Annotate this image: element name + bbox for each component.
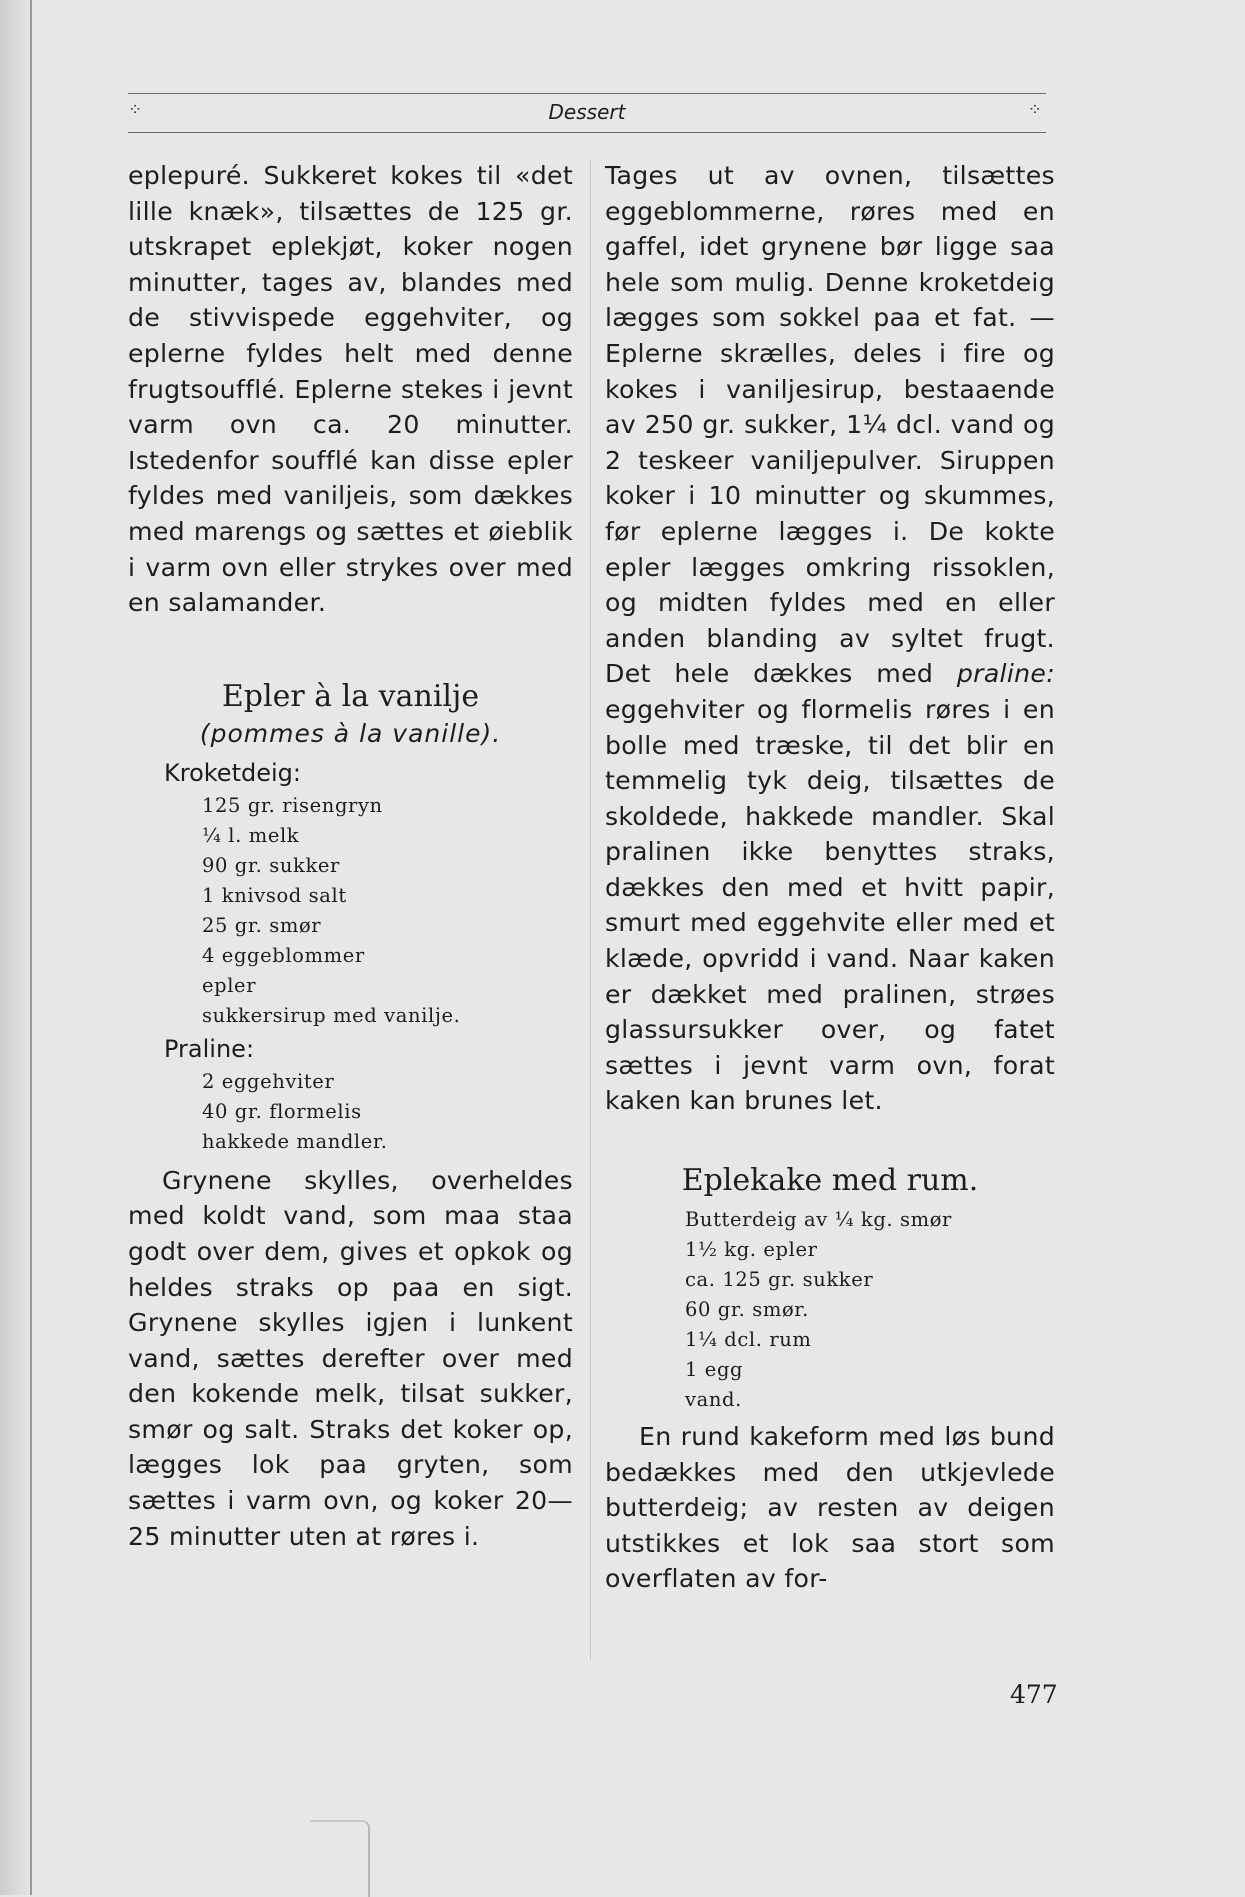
left-column (128, 158, 573, 1554)
ingredient-item: 1¼ dcl. rum (685, 1328, 812, 1352)
ingredient-item: 125 gr. risengryn (202, 793, 383, 817)
ingredient-item: 90 gr. sukker (202, 853, 340, 877)
ingredient-list-praline (128, 1067, 573, 1157)
ingredient-item: 60 gr. smør. (685, 1298, 809, 1322)
right-column (605, 158, 1055, 1597)
ingredient-item: epler (202, 973, 257, 997)
ingredient-item: vand. (685, 1388, 742, 1412)
ingredient-item: 2 eggehviter (202, 1069, 335, 1093)
method-paragraph: Grynene skylles, overheldes med koldt vand, som maa staa godt over dem, gives et opkok og heldes straks op paa en sigt. Grynene skylles igjen i lunkent vand, sættes derefter over med den kokende melk, tilsat sukker, smør og salt. Straks det koker op, lægges lok paa gryten, som sættes i varm ovn, og koker 20—25 minutter uten at røres i. (128, 1165, 573, 1551)
ingredient-item: Butterdeig av ¼ kg. smør (685, 1208, 952, 1232)
ingredient-item: 4 eggeblommer (202, 943, 365, 967)
ingredient-list-kroketdeig (128, 791, 573, 1031)
recipe-subtitle-epler: (pommes à la vanille). (199, 718, 502, 748)
continued-text-a: Tages ut av ovnen, tilsættes eggeblommerne, røres med en gaffel, idet grynene bør ligge saa hele som mulig. Denne kroketdeig lægges som sokkel paa et fat. — Eplerne skrælles, deles i fire og kokes i vaniljesirup, bestaaende av 250 gr. sukker, 1¼ dcl. vand og 2 teskeer vaniljepulver. Siruppen koker i 10 minutter og skummes, før eplerne lægges i. De kokte epler lægges omkring rissoklen, og midten fyldes med en eller anden blanding av syltet frugt. Det hele dækkes med (605, 161, 1055, 689)
column-divider (590, 160, 591, 1660)
ingredient-item: 1½ kg. epler (685, 1238, 818, 1262)
ingredient-item: ¼ l. melk (202, 823, 300, 847)
ingredient-group-heading: Kroketdeig: (164, 758, 301, 787)
ingredient-item: sukkersirup med vanilje. (202, 1003, 461, 1027)
running-header (128, 93, 1046, 133)
continued-paragraph (605, 158, 1055, 1119)
binding-gutter (0, 0, 34, 1895)
ornament-right-icon: ⁘ (1027, 100, 1042, 120)
ingredient-group-heading: Praline: (164, 1034, 255, 1063)
ingredient-item: 25 gr. smør (202, 913, 322, 937)
ingredient-list-eplekake (605, 1205, 1055, 1415)
page-tab-mark (310, 1820, 370, 1897)
ingredient-item: hakkede mandler. (202, 1129, 388, 1153)
ornament-left-icon: ⁘ (128, 100, 143, 120)
intro-paragraph: eplepuré. Sukkeret kokes til «det lille knæk», tilsættes de 125 gr. utskrapet eplekjøt, koker nogen minutter, tages av, blandes med de stivvispede eggehviter, og eplerne fyldes helt med denne frugtsoufflé. Eplerne stekes i jevnt varm ovn ca. 20 minutter. Istedenfor soufflé kan disse epler fyldes med vaniljeis, som dækkes med marengs og sættes et øieblik i varm ovn eller strykes over med en salamander. (128, 161, 573, 618)
ingredient-item: 40 gr. flormelis (202, 1099, 362, 1123)
continued-text-b: eggehviter og flormelis røres i en bolle med træske, til det blir en temmelig tyk deig, tilsættes de skoldede, hakkede mandler. Skal pralinen ikke benyttes straks, dækkes den med et hvitt papir, smurt med eggehvite eller med et klæde, opvridd i vand. Naar kaken er dækket med pralinen, strøes glassursukker over, og fatet sættes i jevnt varm ovn, forat kaken kan brunes let. (605, 694, 1055, 1116)
praline-emphasis: praline: (956, 659, 1055, 689)
ingredient-item: ca. 125 gr. sukker (685, 1268, 874, 1292)
binding-edge-line (30, 0, 32, 1895)
method-paragraph: En rund kakeform med løs bund bedækkes med den utkjevlede butterdeig; av resten av deigen utstikkes et lok saa stort som overflaten av for- (605, 1422, 1055, 1594)
page-number: 477 (1010, 1680, 1058, 1709)
running-header-title: Dessert (548, 100, 626, 124)
ingredient-item: 1 knivsod salt (202, 883, 347, 907)
ingredient-item: 1 egg (685, 1358, 744, 1382)
recipe-title-epler: Epler à la vanilje (221, 678, 480, 714)
recipe-title-eplekake: Eplekake med rum. (681, 1163, 979, 1199)
